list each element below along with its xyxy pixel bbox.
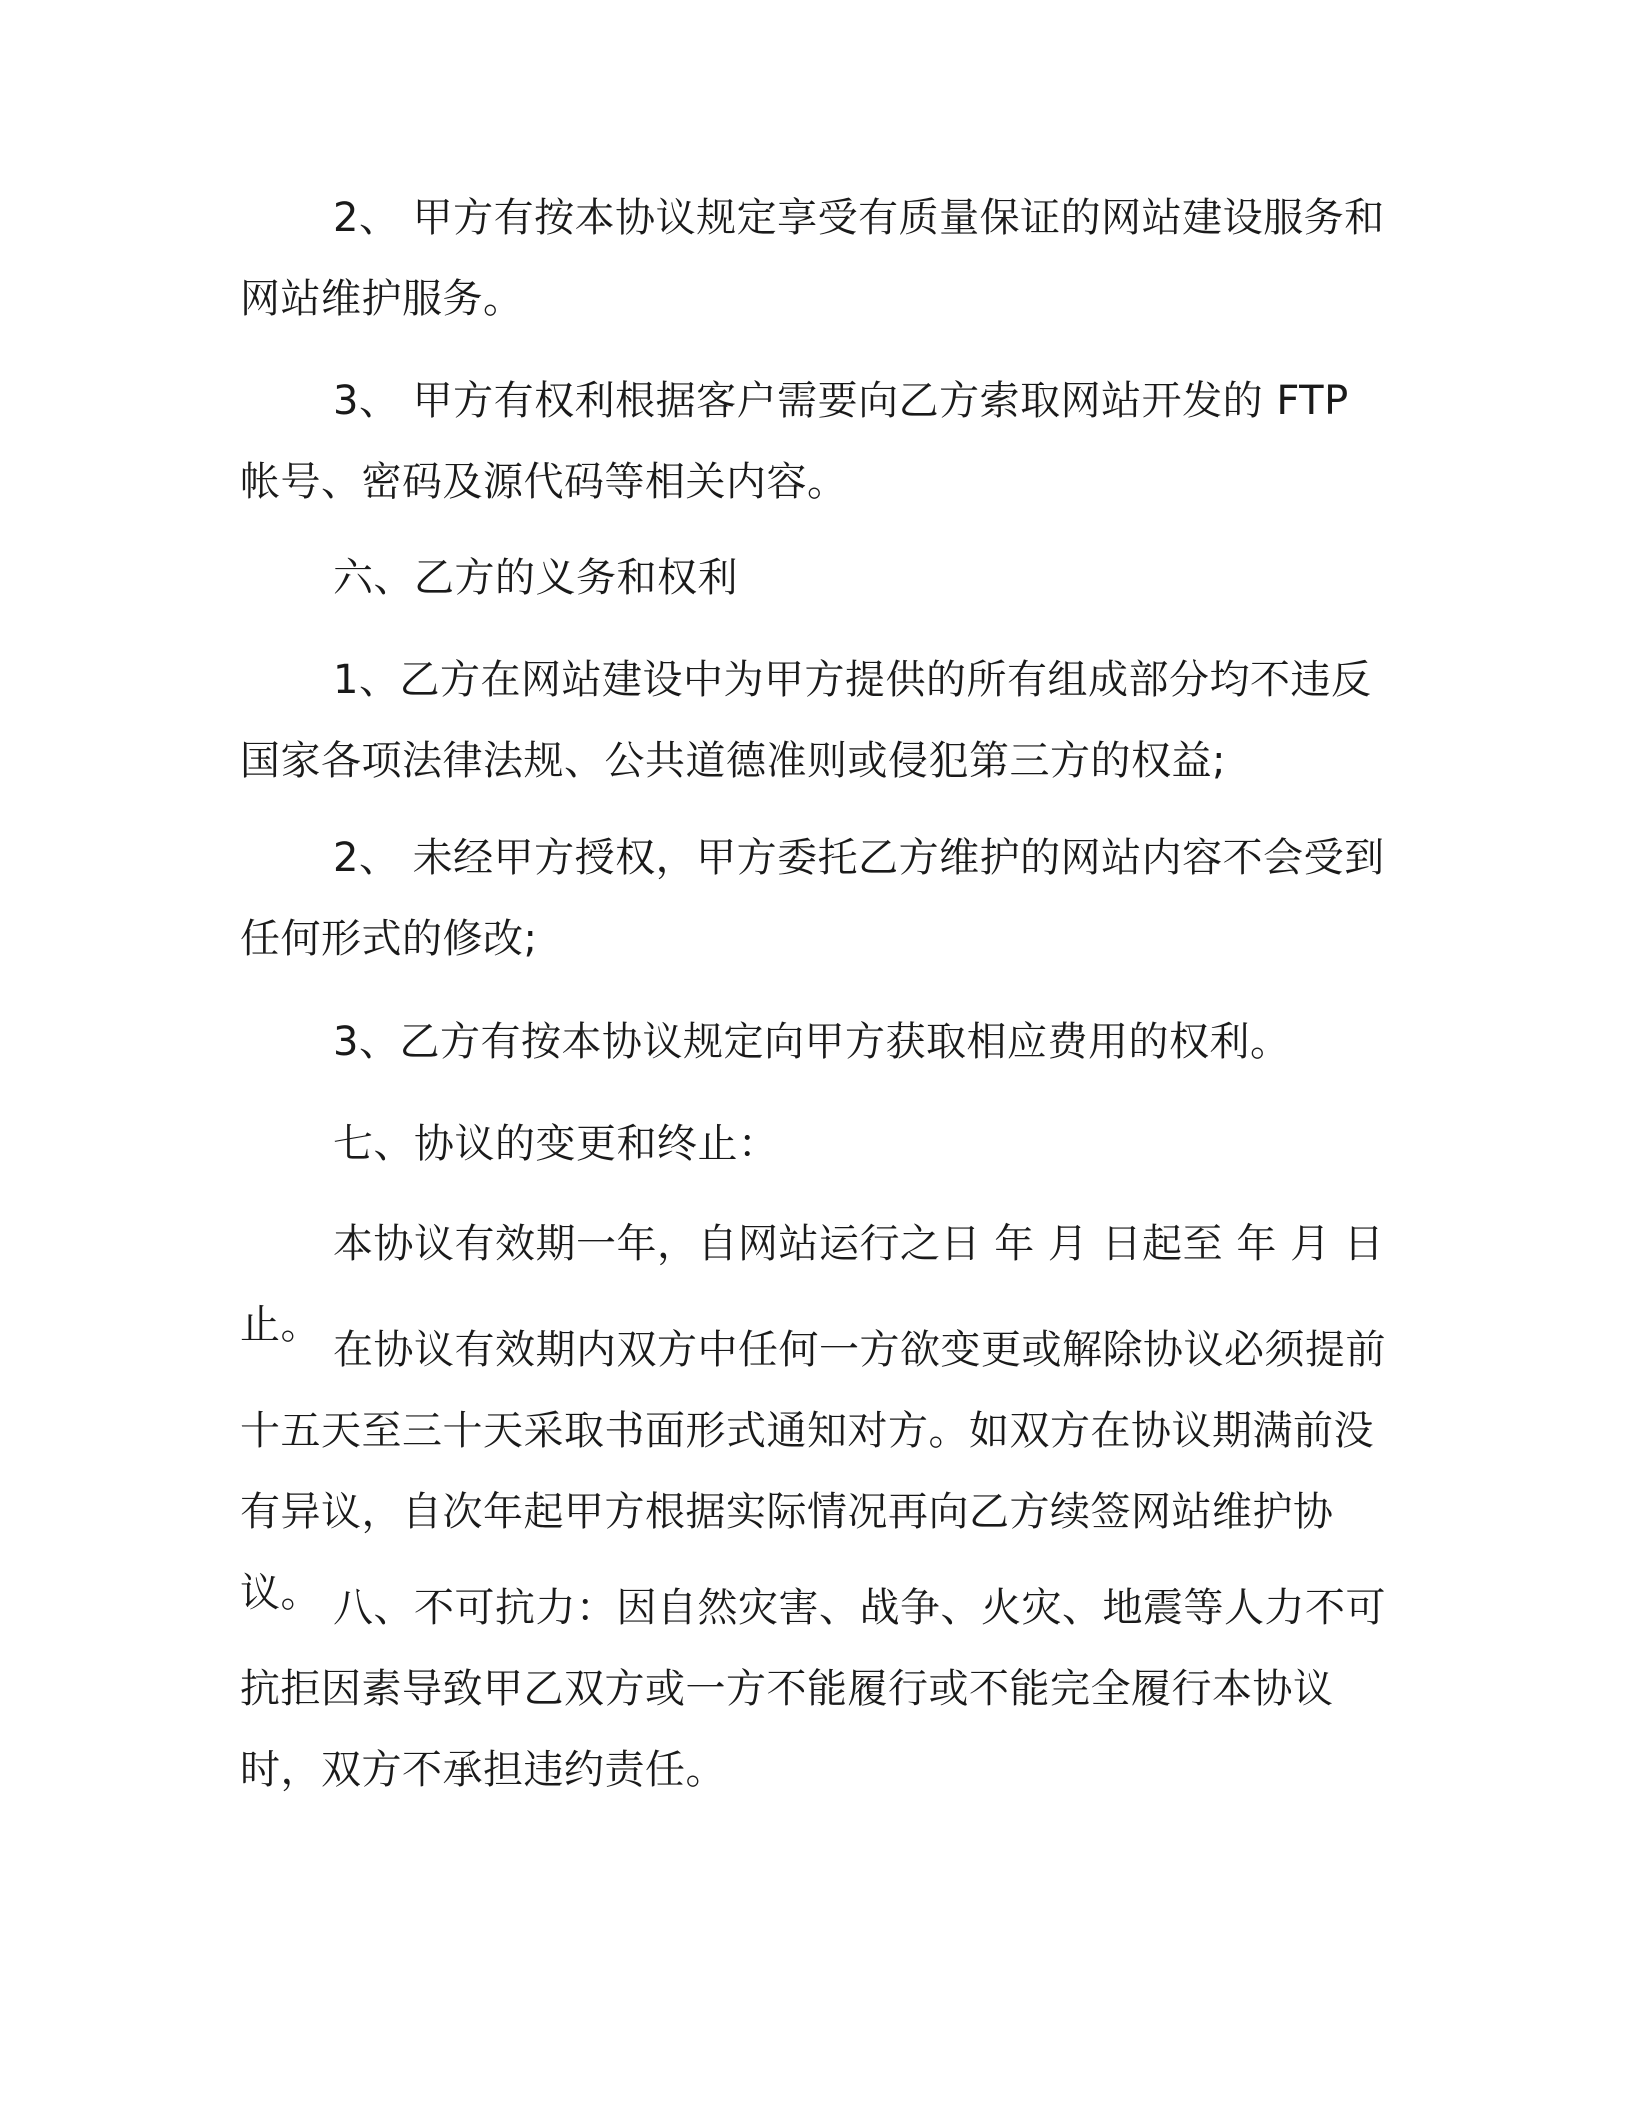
paragraph-party-b-item-2: 2、 未经甲方授权，甲方委托乙方维护的网站内容不会受到任何形式的修改; — [240, 835, 1385, 962]
paragraph-validity-period: 本协议有效期一年，自网站运行之日 年 月 日起至 年 月 日止。 — [240, 1221, 1385, 1348]
paragraph-force-majeure: 八、不可抗力：因自然灾害、战争、火灾、地震等人力不可抗拒因素导致甲乙双方或一方不能履行或不能完全履行本协议时，双方不承担违约责任。 — [240, 1585, 1386, 1793]
paragraph-party-a-right-3: 3、 甲方有权利根据客户需要向乙方索取网站开发的 FTP 帐号、密码及源代码等相关内容。 — [240, 378, 1362, 505]
paragraph-party-b-item-3: 3、乙方有按本协议规定向甲方获取相应费用的权利。 — [333, 1019, 1291, 1065]
paragraph-party-b-item-1: 1、乙方在网站建设中为甲方提供的所有组成部分均不违反国家各项法律法规、公共道德准则或侵犯第三方的权益; — [240, 657, 1372, 784]
section-heading-change-termination: 七、协议的变更和终止： — [333, 1121, 779, 1167]
paragraph-change-notice: 在协议有效期内双方中任何一方欲变更或解除协议必须提前十五天至三十天采取书面形式通知对方。如双方在协议期满前没有异议，自次年起甲方根据实际情况再向乙方续签网站维护协议。 — [240, 1327, 1386, 1616]
paragraph-party-a-right-2: 2、 甲方有按本协议规定享受有质量保证的网站建设服务和网站维护服务。 — [240, 195, 1385, 322]
section-heading-party-b-obligations: 六、乙方的义务和权利 — [333, 555, 738, 601]
